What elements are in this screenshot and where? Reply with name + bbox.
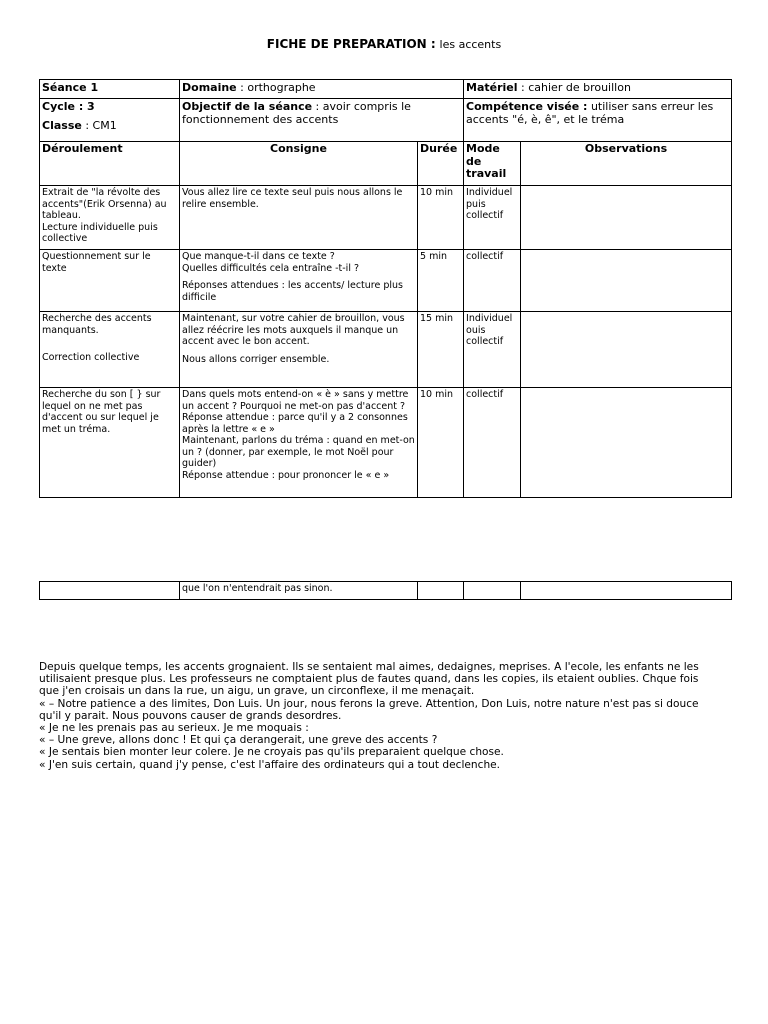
deroulement-cell: Recherche du son [ } sur lequel on ne met pas d'accent ou sur lequel je met un tréma. bbox=[40, 388, 180, 498]
mode-cell: Individuel puis collectif bbox=[464, 186, 521, 250]
passage-line: « Je ne les prenais pas au serieux. Je me moquais : bbox=[39, 722, 309, 735]
consigne-cell: que l'on n'entendrait pas sinon. bbox=[180, 582, 418, 600]
table-row bbox=[40, 250, 732, 312]
duree-cell: 10 min bbox=[418, 186, 464, 250]
passage-line: « – Une greve, allons donc ! Et qui ça derangerait, une greve des accents ? bbox=[39, 734, 438, 747]
competence-cell: Compétence visée : utiliser sans erreur les accents "é, è, ê", et le tréma bbox=[464, 99, 732, 142]
mode-cell: Individuel ouis collectif bbox=[464, 312, 521, 388]
domaine-cell: Domaine : orthographe bbox=[180, 80, 464, 99]
seance-cell: Séance 1 bbox=[40, 80, 180, 99]
passage-line: que j'en croisais un dans la rue, un aigu, un grave, un circonflexe, il me menaçait. bbox=[39, 685, 475, 698]
consigne-cell: Maintenant, sur votre cahier de brouillon, vous allez réécrire les mots auxquels il manque un accent avec le bon accent. Nous allons corriger ensemble. bbox=[180, 312, 418, 388]
duree-cell: 5 min bbox=[418, 250, 464, 312]
consigne-cell: Dans quels mots entend-on « è » sans y mettre un accent ? Pourquoi ne met-on pas d'accent ? Réponse attendue : parce qu'il y a 2 consonnes après la lettre « e » Maintenant, parlons du tréma : quand en met-on un ? (donner, par exemple, le mot Noël pour guider) Réponse attendue : pour prononcer le « e » bbox=[180, 388, 418, 498]
duree-cell bbox=[418, 582, 464, 600]
classe-label: Classe bbox=[42, 119, 82, 132]
header-row-seance bbox=[40, 80, 732, 99]
observations-cell bbox=[521, 186, 732, 250]
mode-cell: collectif bbox=[464, 250, 521, 312]
cycle: Cycle : 3 bbox=[42, 100, 95, 113]
observations-cell bbox=[521, 582, 732, 600]
preparation-table bbox=[39, 79, 732, 498]
col-observations: Observations bbox=[521, 142, 732, 186]
passage-line: utilisaient presque plus. Les professeurs ne comptaient plus de fautes quand, dans les copies, ils etaient oublies. Chque fois bbox=[39, 673, 699, 686]
deroulement-cell: Extrait de "la révolte des accents"(Erik Orsenna) au tableau. Lecture individuelle puis collective bbox=[40, 186, 180, 250]
col-consigne: Consigne bbox=[180, 142, 418, 186]
observations-cell bbox=[521, 250, 732, 312]
col-deroulement: Déroulement bbox=[40, 142, 180, 186]
mode-cell: collectif bbox=[464, 388, 521, 498]
page-title bbox=[0, 37, 768, 51]
materiel-cell: Matériel : cahier de brouillon bbox=[464, 80, 732, 99]
column-header-row bbox=[40, 142, 732, 186]
deroulement-cell: Recherche des accents manquants. Correction collective bbox=[40, 312, 180, 388]
table-row bbox=[40, 582, 732, 600]
passage-line: Depuis quelque temps, les accents grognaient. Ils se sentaient mal aimes, dedaignes, meprises. A l'ecole, les enfants ne les bbox=[39, 661, 699, 673]
observations-cell bbox=[521, 388, 732, 498]
cycle-classe-cell bbox=[40, 99, 180, 142]
duree-cell: 15 min bbox=[418, 312, 464, 388]
mode-cell bbox=[464, 582, 521, 600]
passage-line: « – Notre patience a des limites, Don Luis. Un jour, nous ferons la greve. Attention, Don Luis, notre nature n'est pas si douce bbox=[39, 697, 699, 710]
continuation-table bbox=[39, 581, 732, 600]
classe-value: : CM1 bbox=[81, 119, 117, 132]
objectif-cell: Objectif de la séance : avoir compris le fonctionnement des accents bbox=[180, 99, 464, 142]
consigne-cell: Que manque-t-il dans ce texte ? Quelles difficultés cela entraîne -t-il ? Réponses attendues : les accents/ lecture plus difficile bbox=[180, 250, 418, 312]
title-subject: les accents bbox=[439, 38, 502, 51]
table-row bbox=[40, 186, 732, 250]
passage-line: qu'il y parait. Nous pouvons causer de grands desordres. bbox=[39, 709, 342, 722]
table-row bbox=[40, 312, 732, 388]
consigne-cell: Vous allez lire ce texte seul puis nous allons le relire ensemble. bbox=[180, 186, 418, 250]
deroulement-cell: Questionnement sur le texte bbox=[40, 250, 180, 312]
duree-cell: 10 min bbox=[418, 388, 464, 498]
header-row-objectif bbox=[40, 99, 732, 142]
col-mode: Mode de travail bbox=[464, 142, 521, 186]
col-duree: Durée bbox=[418, 142, 464, 186]
table-row bbox=[40, 388, 732, 498]
deroulement-cell bbox=[40, 582, 180, 600]
text-passage bbox=[39, 661, 731, 771]
observations-cell bbox=[521, 312, 732, 388]
passage-line: « Je sentais bien monter leur colere. Je ne croyais pas qu'ils preparaient quelque chose. bbox=[39, 746, 504, 759]
passage-line: « J'en suis certain, quand j'y pense, c'est l'affaire des ordinateurs qui a tout declenche. bbox=[39, 758, 501, 771]
title-main: FICHE DE PREPARATION : bbox=[266, 37, 436, 51]
